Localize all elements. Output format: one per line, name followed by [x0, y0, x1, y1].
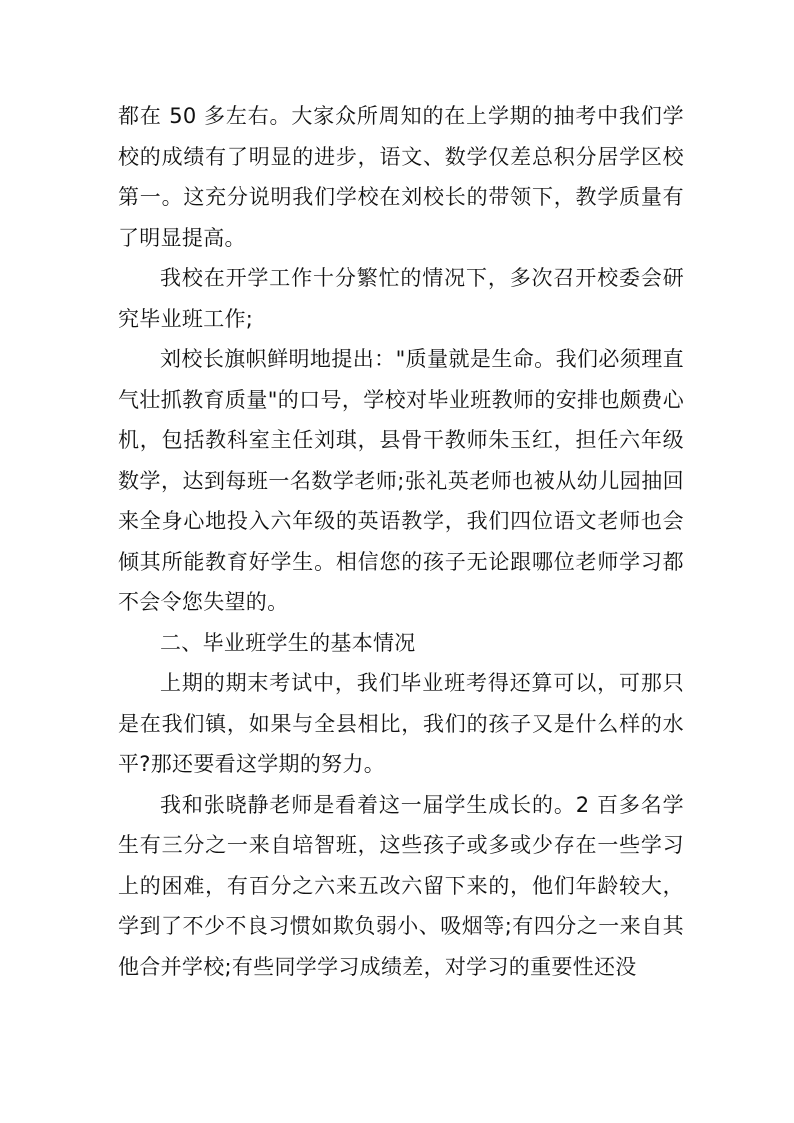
paragraph-1: 都在 50 多左右。大家众所周知的在上学期的抽考中我们学校的成绩有了明显的进步，语文、数学仅差总积分居学区校第一。这充分说明我们学校在刘校长的带领下，教学质量有了明显提高。	[118, 104, 684, 250]
paragraph-5: 我和张晓静老师是看着这一届学生成长的。2 百多名学生有三分之一来自培智班，这些孩子或多或少存在一些学习上的困难，有百分之六来五改六留下来的，他们年龄较大，学到了不少不良习惯如欺负弱小、吸烟等;有四分之一来自其他合并学校;有些同学学习成绩差，对学习的重要性还没	[118, 792, 684, 979]
section-heading: 二、毕业班学生的基本情况	[160, 630, 416, 655]
paragraph-2: 我校在开学工作十分繁忙的情况下，多次召开校委会研究毕业班工作;	[118, 266, 684, 331]
paragraph-4: 上期的期末考试中，我们毕业班考得还算可以，可那只是在我们镇，如果与全县相比，我们的孩子又是什么样的水平?那还要看这学期的努力。	[118, 671, 684, 776]
paragraph-3: 刘校长旗帜鲜明地提出："质量就是生命。我们必须理直气壮抓教育质量"的口号，学校对毕业班教师的安排也颇费心机，包括教科室主任刘琪，县骨干教师朱玉红，担任六年级数学，达到每班一名数学老师;张礼英老师也被从幼儿园抽回来全身心地投入六年级的英语教学，我们四位语文老师也会倾其所能教育好学生。相信您的孩子无论跟哪位老师学习都不会令您失望的。	[118, 347, 684, 614]
document-body	[118, 96, 684, 987]
